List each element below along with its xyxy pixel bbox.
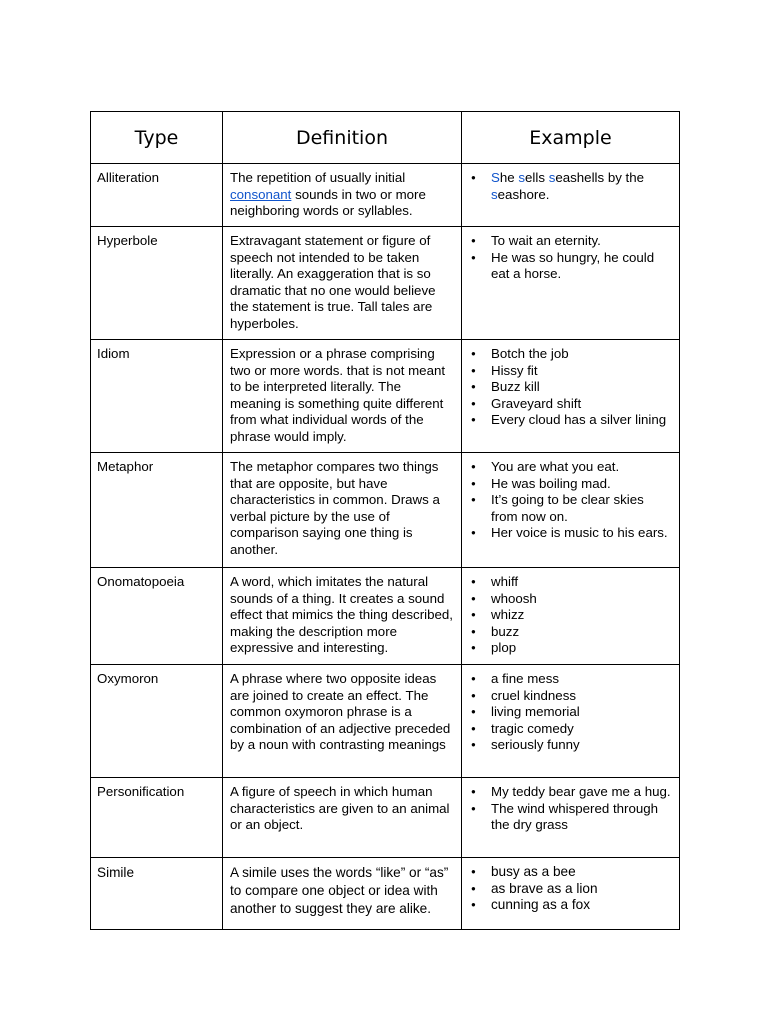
list-item: ● Buzz kill <box>469 379 671 396</box>
table-row <box>91 858 680 930</box>
example-cell <box>462 164 680 227</box>
type-cell: Idiom <box>91 340 223 453</box>
highlight-letter: s <box>548 170 556 185</box>
example-text: eashore. <box>497 186 550 202</box>
definition-cell <box>223 164 462 227</box>
list-item: ● whizz <box>469 607 671 624</box>
list-item: ● busy as a bee <box>469 864 671 881</box>
list-item: ● buzz <box>469 624 671 641</box>
type-cell: Personification <box>91 778 223 858</box>
list-item: ● Botch the job <box>469 346 671 363</box>
list-item: ● Hissy fit <box>469 363 671 380</box>
list-item: ● plop <box>469 640 671 657</box>
list-item: ● You are what you eat. <box>469 459 671 476</box>
type-cell: Hyperbole <box>91 227 223 340</box>
list-item: ● whoosh <box>469 591 671 608</box>
list-item: ● Graveyard shift <box>469 396 671 413</box>
definition-text: sounds in two or more neighboring words or syllables. <box>230 186 426 218</box>
table-row <box>91 453 680 568</box>
list-item: ● living memorial <box>469 704 671 721</box>
table-row <box>91 665 680 778</box>
table-row <box>91 568 680 665</box>
definition-cell: The metaphor compares two things that are opposite, but have characteristics in common. Draws a verbal picture by the use of comparison saying one thing is another. <box>223 453 462 568</box>
example-cell <box>462 340 680 453</box>
list-item: ● cruel kindness <box>469 688 671 705</box>
highlight-letter: s <box>518 170 526 185</box>
list-item: ● seriously funny <box>469 737 671 754</box>
header-example: Example <box>462 112 680 164</box>
example-cell <box>462 665 680 778</box>
header-type: Type <box>91 112 223 164</box>
list-item: ● Her voice is music to his ears. <box>469 525 671 542</box>
definition-cell: A word, which imitates the natural sounds of a thing. It creates a sound effect that mimics the thing described, making the description more expressive and interesting. <box>223 568 462 665</box>
example-text: ells <box>525 170 549 185</box>
example-list <box>469 671 671 754</box>
type-cell: Onomatopoeia <box>91 568 223 665</box>
list-item <box>469 170 671 203</box>
list-item: ● Every cloud has a silver lining <box>469 412 671 429</box>
example-cell <box>462 858 680 930</box>
consonant-link[interactable]: consonant <box>230 186 292 202</box>
table-row <box>91 340 680 453</box>
example-cell <box>462 227 680 340</box>
type-cell: Metaphor <box>91 453 223 568</box>
definition-cell: Expression or a phrase comprising two or more words. that is not meant to be interpreted literally. The meaning is something quite different from what individual words of the phrase would imply. <box>223 340 462 453</box>
definition-cell: A figure of speech in which human characteristics are given to an animal or an object. <box>223 778 462 858</box>
list-item: ● whiff <box>469 574 671 591</box>
list-item: ● The wind whispered through the dry grass <box>469 801 671 834</box>
example-list <box>469 459 671 542</box>
example-cell <box>462 453 680 568</box>
type-cell: Oxymoron <box>91 665 223 778</box>
example-list <box>469 784 671 834</box>
list-item: ● My teddy bear gave me a hug. <box>469 784 671 801</box>
example-cell <box>462 778 680 858</box>
list-item: ● cunning as a fox <box>469 897 671 914</box>
list-item: ● He was so hungry, he could eat a horse. <box>469 250 671 283</box>
highlight-letter: s <box>491 186 498 202</box>
example-text: eashells by the <box>555 170 645 185</box>
definition-cell: Extravagant statement or figure of speech not intended to be taken literally. An exaggeration that is so dramatic that no one would believe the statement is true. Tall tales are hyperboles. <box>223 227 462 340</box>
example-list <box>469 864 671 914</box>
type-cell: Alliteration <box>91 164 223 227</box>
example-list <box>469 346 671 429</box>
list-item: ● a fine mess <box>469 671 671 688</box>
table-row <box>91 227 680 340</box>
definition-text: The repetition of usually initial <box>230 170 406 185</box>
list-item: ● as brave as a lion <box>469 881 671 898</box>
example-cell <box>462 568 680 665</box>
list-item: ● To wait an eternity. <box>469 233 671 250</box>
highlight-letter: S <box>491 170 500 185</box>
example-list <box>469 574 671 657</box>
table-row <box>91 778 680 858</box>
definition-cell: A phrase where two opposite ideas are joined to create an effect. The common oxymoron phrase is a combination of an adjective preceded by a noun with contrasting meanings <box>223 665 462 778</box>
type-cell: Simile <box>91 858 223 930</box>
example-text: he <box>499 170 519 185</box>
example-list <box>469 233 671 283</box>
table-row <box>91 164 680 227</box>
list-item: ● He was boiling mad. <box>469 476 671 493</box>
figures-of-speech-table <box>90 111 680 930</box>
definition-cell: A simile uses the words “like” or “as” to compare one object or idea with another to suggest they are alike. <box>223 858 462 930</box>
header-row <box>91 112 680 164</box>
list-item: ● tragic comedy <box>469 721 671 738</box>
example-list <box>469 170 671 203</box>
list-item: ● It’s going to be clear skies from now on. <box>469 492 671 525</box>
header-definition: Definition <box>223 112 462 164</box>
